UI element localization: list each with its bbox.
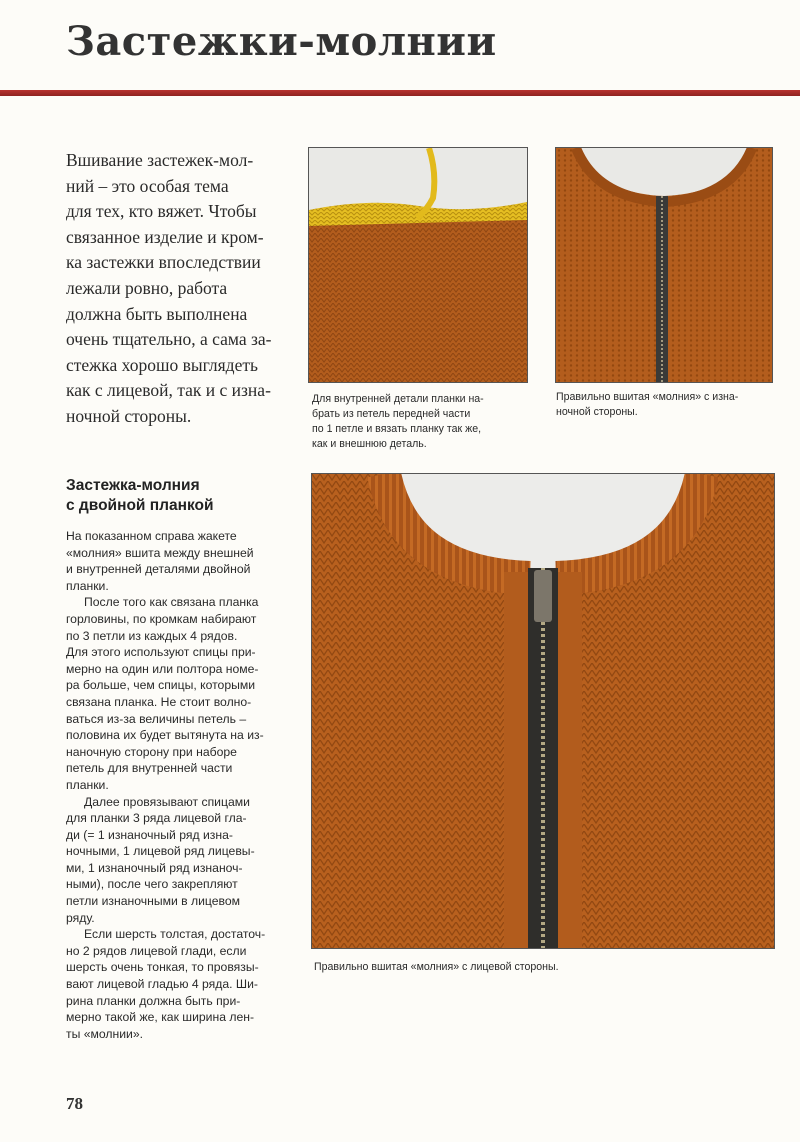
caption-line: Правильно вшитая «молния» с изна- — [556, 391, 739, 403]
body-line: и внутренней деталями двойной — [66, 562, 251, 577]
body-line: Если шерсть толстая, достаточ- — [84, 927, 266, 942]
caption-line: как и внешнюю деталь. — [312, 438, 427, 450]
body-line: для планки 3 ряда лицевой гла- — [66, 811, 247, 826]
body-line: шерсть очень тонкая, то провязы- — [66, 960, 259, 975]
caption-zipper-right-side — [314, 960, 754, 975]
body-line: ди (= 1 изнаночный ряд изна- — [66, 827, 233, 842]
intro-line: стежка хорошо выглядеть — [66, 354, 258, 375]
intro-line: связанное изделие и кром- — [66, 226, 264, 247]
body-line: связана планка. Не стоит волно- — [66, 694, 252, 709]
body-line: но 2 рядов лицевой глади, если — [66, 943, 247, 958]
photo-zipper-wrong-side — [555, 147, 773, 383]
body-line: ваться из-за величины петель – — [66, 711, 247, 726]
caption-line: Для внутренней детали планки на- — [312, 393, 484, 405]
caption-line: ночной стороны. — [556, 406, 638, 418]
body-line: мерно на один или полтора номе- — [66, 661, 259, 676]
body-line: ными), после чего закрепляют — [66, 877, 238, 892]
body-line: петель для внутренней части — [66, 761, 233, 776]
body-line: ряду. — [66, 910, 95, 925]
body-line: петли изнаночными в лицевом — [66, 894, 241, 909]
body-line: Далее провязывают спицами — [84, 794, 250, 809]
body-line: половина их будет вытянута на из- — [66, 728, 264, 743]
caption-inner-band — [312, 392, 532, 452]
body-line: вают лицевой гладью 4 ряда. Ши- — [66, 977, 258, 992]
body-line: наночную сторону при наборе — [66, 744, 237, 759]
body-line: мерно такой же, как ширина лен- — [66, 1010, 255, 1025]
intro-line: лежали ровно, работа — [66, 277, 228, 298]
body-line: На показанном справа жакете — [66, 529, 237, 543]
body-paragraph — [66, 594, 284, 793]
caption-line: Правильно вшитая «молния» с лицевой стороны. — [314, 961, 559, 973]
photo-zipper-right-side — [311, 473, 775, 949]
photo-inner-band — [308, 147, 528, 383]
header-rule — [0, 90, 800, 96]
body-line: ночными, 1 лицевой ряд лицевы- — [66, 844, 255, 859]
body-line: После того как связана планка — [84, 595, 259, 610]
body-paragraph — [66, 794, 284, 927]
section-heading — [66, 476, 296, 516]
intro-line: Вшивание застежек-мол- — [66, 150, 254, 170]
page-title: Застежки-молнии — [66, 18, 497, 65]
body-line: рина планки должна быть при- — [66, 993, 241, 1008]
body-line: Для этого используют спицы при- — [66, 645, 256, 660]
section-heading-line: с двойной планкой — [66, 497, 214, 514]
intro-line: ка застежки впоследствии — [66, 252, 261, 273]
intro-line: должна быть выполнена — [66, 303, 248, 324]
body-line: планки. — [66, 777, 109, 792]
intro-line: ний – это особая тема — [66, 175, 229, 196]
intro-line: очень тщательно, а сама за- — [66, 329, 272, 350]
body-line: ми, 1 изнаночный ряд изнаноч- — [66, 860, 243, 875]
body-line: ра больше, чем спицы, которыми — [66, 678, 256, 693]
body-paragraph — [66, 528, 284, 594]
body-line: по 3 петли из каждых 4 рядов. — [66, 628, 238, 643]
caption-zipper-wrong-side — [556, 390, 776, 420]
intro-line: для тех, кто вяжет. Чтобы — [66, 201, 257, 222]
body-line: ты «молнии». — [66, 1026, 144, 1041]
body-line: «молния» вшита между внешней — [66, 545, 254, 560]
page-number: 78 — [66, 1094, 83, 1113]
caption-line: по 1 петле и вязать планку так же, — [312, 423, 482, 435]
intro-text — [66, 148, 286, 430]
intro-line: как с лицевой, так и с изна- — [66, 380, 271, 401]
section-body — [66, 528, 284, 1042]
intro-line: ночной стороны. — [66, 405, 192, 426]
body-line: планки. — [66, 578, 109, 593]
body-line: горловины, по кромкам набирают — [66, 611, 257, 626]
caption-line: брать из петель передней части — [312, 408, 471, 420]
body-paragraph — [66, 926, 284, 1042]
section-heading-line: Застежка-молния — [66, 477, 200, 494]
